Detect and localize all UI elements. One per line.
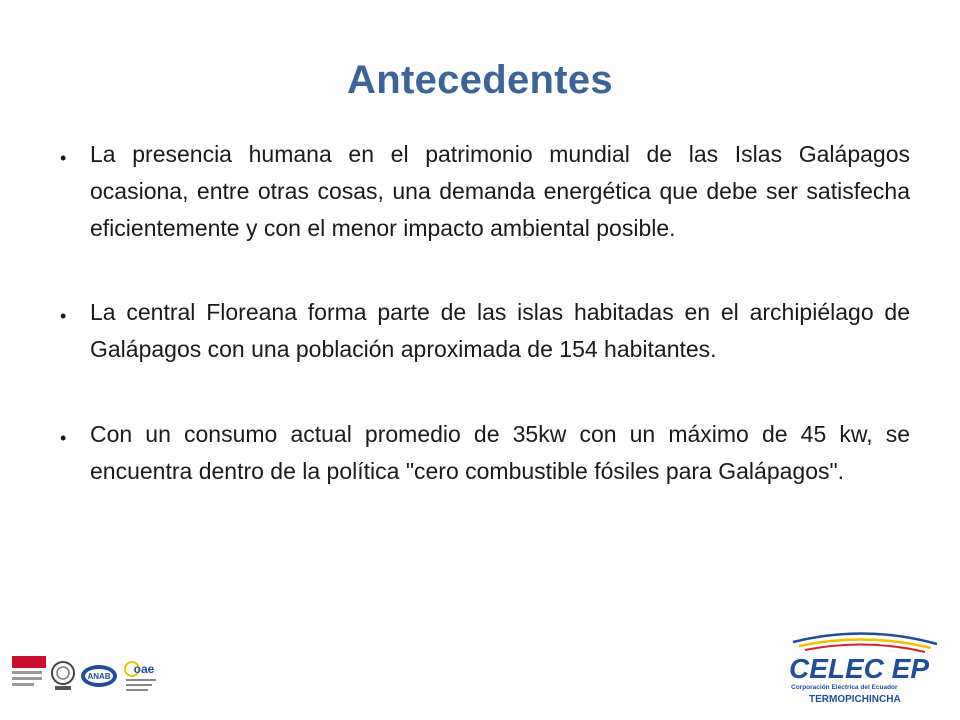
celec-ep-name: CELEC EP (789, 653, 930, 684)
bullet-text: Con un consumo actual promedio de 35kw con un máximo de 45 kw, se encuentra dentro de la política "cero combustible fósiles para Galápagos". (90, 420, 910, 484)
celec-ep-logo (785, 630, 945, 710)
slide-title: Antecedentes (347, 58, 613, 102)
celec-tagline: Corporación Eléctrica del Ecuador (791, 684, 898, 691)
celec-unit-name: TERMOPICHINCHA (809, 694, 901, 705)
oae-text: oae (133, 662, 155, 676)
anab-text: ANAB (87, 672, 111, 681)
oae-logo-icon (122, 657, 162, 695)
bullet-dot-icon: • (60, 148, 67, 168)
bullet-text: La central Floreana forma parte de las islas habitadas en el archipiélago de Galápagos con una población aproximada de 154 habitantes. (90, 299, 910, 363)
bullet-text: La presencia humana en el patrimonio mundial de las Islas Galápagos ocasiona, entre otras cosas, una demanda energética que debe ser satisfecha eficientemente y con el menor impacto ambiental posible. (90, 141, 910, 241)
bullet-dot-icon: • (60, 427, 67, 448)
anab-logo-icon (80, 664, 118, 688)
bullet-item (60, 136, 910, 246)
bullet-list (60, 136, 910, 538)
bullet-dot-icon: • (60, 306, 67, 327)
bureau-veritas-certification-icon (12, 656, 46, 696)
seal-icon (50, 660, 76, 692)
bullet-item (60, 416, 910, 490)
certification-logos (12, 654, 172, 698)
bullet-item (60, 294, 910, 368)
